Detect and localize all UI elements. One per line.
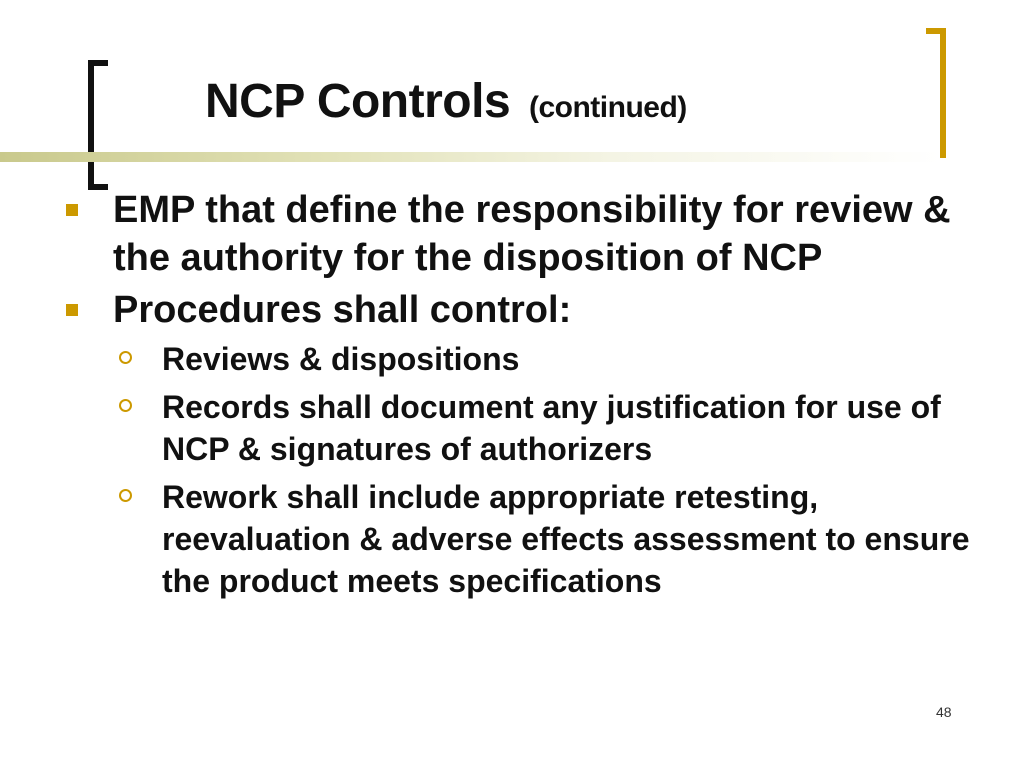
slide-body [64, 186, 1014, 608]
page-number: 48 [936, 704, 952, 720]
bullet-item [64, 186, 1014, 282]
bullet-text: Procedures shall control: [113, 289, 572, 331]
square-bullet-icon [66, 204, 78, 216]
square-bullet-icon [66, 304, 78, 316]
sub-bullet-item [64, 338, 1014, 380]
ring-bullet-icon [119, 489, 132, 502]
sub-bullet-item [64, 476, 1014, 602]
ring-bullet-icon [119, 399, 132, 412]
slide-title [205, 74, 687, 129]
right-bracket-decoration [926, 28, 946, 158]
ring-bullet-icon [119, 351, 132, 364]
bullet-text: EMP that define the responsibility for review & the authority for the disposition of NCP [113, 189, 951, 279]
sub-bullet-item [64, 386, 1014, 470]
title-underline-rule [0, 152, 940, 162]
slide-title-main: NCP Controls [205, 75, 511, 128]
sub-bullet-text: Reviews & dispositions [162, 341, 520, 377]
sub-bullet-text: Rework shall include appropriate retesting, reevaluation & adverse effects assessment to ensure the product meets specifications [162, 479, 970, 599]
left-bracket-decoration [88, 60, 108, 190]
slide-title-suffix: (continued) [528, 91, 687, 124]
bullet-item [64, 286, 1014, 334]
sub-bullet-text: Records shall document any justification for use of NCP & signatures of authorizers [162, 389, 941, 467]
